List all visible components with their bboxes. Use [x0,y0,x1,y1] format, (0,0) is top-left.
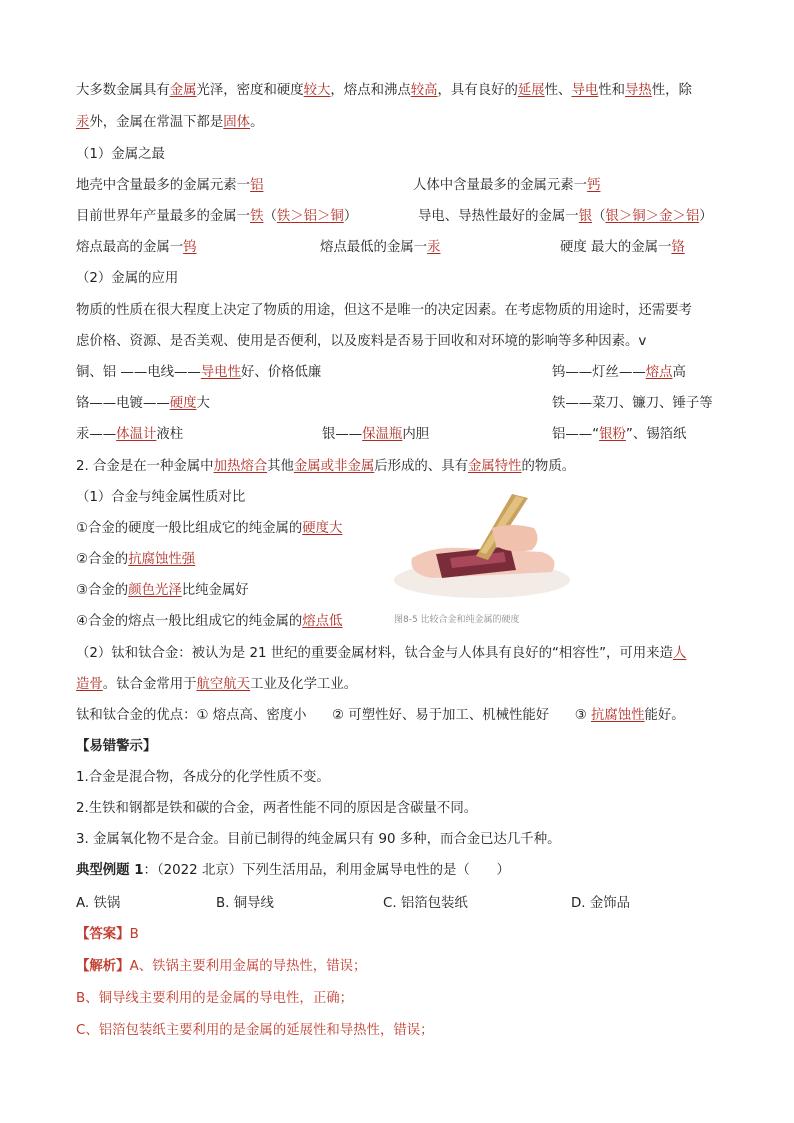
explanation-label: 【解析】 [76,959,130,974]
blank: 铝 [303,209,318,224]
text: 铜、铝 ——电线—— [76,365,201,380]
blank: 铝 [250,178,264,193]
blank: 汞 [427,240,441,255]
blank: 铜 [632,209,646,224]
text: ②合金的 [76,552,129,567]
warning-2: 2.生铁和钢都是铁和碳的合金，两者性能不同的原因是含碳量不同。 [76,801,478,816]
use-chromium [76,395,210,413]
text: 好、价格低廉 [240,365,322,380]
explanation-line-3: C、铝箔包装纸主要利用的是金属的延展性和导热性，错误； [76,1023,434,1038]
text: 能好。 [644,708,685,723]
example-label: 典型例题 1 [76,863,144,878]
text: 汞—— [76,427,117,442]
text: 液柱 [156,427,184,442]
compare-melting [76,613,342,631]
compare-color [76,582,249,600]
blank: 较大 [303,83,331,98]
text: ：（2022 北京）下列生活用品，利用金属导电性的是（ ） [143,863,510,878]
text: ”、锡箔纸 [625,427,687,442]
blank: 熔点低 [302,614,343,629]
intro-line-1 [76,82,692,100]
blank: ＞ [645,209,660,224]
text: 性和 [598,83,626,98]
blank: 银 [578,209,593,224]
section-title-alloy-compare: （1）合金与纯金属性质对比 [76,490,246,505]
blank: 银 [605,209,619,224]
explanation-line-2: B、铜导线主要利用的是金属的导电性，正确； [76,991,353,1006]
intro-line-2 [76,114,263,132]
blank: 导电 [571,83,599,98]
text: 导电、导热性最好的金属一 [418,209,579,224]
alloy-definition [76,458,575,476]
compare-hardness [76,520,342,538]
blank: 导电性 [200,365,241,380]
text: 其他 [267,459,294,474]
text: 银—— [322,427,363,442]
text: 地壳中含量最多的金属元素一 [76,178,251,193]
option-d: D. 金饰品 [571,896,630,911]
titanium-advantages [76,707,685,725]
blank: ＞ [317,209,331,224]
text: 2. 合金是在一种金属中 [76,459,214,474]
most-melting-high [76,239,197,257]
figure-caption: 图8-5 比较合金和纯金属的硬度 [394,615,520,625]
use-aluminum [552,426,686,444]
text: 。钛合金常用于 [102,677,197,692]
application-para-2: 虑价格、资源、是否美观、使用是否便利，以及废料是否易于回收和对环境的影响等多种因素。v [76,334,647,349]
text: （ [263,209,277,224]
alloy-hardness-figure [392,488,578,600]
text: 比纯金属好 [181,583,249,598]
answer-label: 【答案】 [76,927,130,942]
text: ） [343,209,358,224]
answer-value: B [129,927,139,942]
text: 人体中含量最多的金属元素一 [413,178,588,193]
option-b: B. 铜导线 [216,896,274,911]
blank: 铬 [671,240,685,255]
blank: 铜 [330,209,344,224]
use-tungsten [552,364,686,382]
answer-line [76,926,139,944]
blank: 铁 [276,209,291,224]
hand-fingers [492,525,538,551]
text: 钛和钛合金的优点：① 熔点高、密度小 ② 可塑性好、易于加工、机械性能好 ③ [76,708,591,723]
text: ） [699,209,713,224]
most-conductive [418,208,713,226]
blank: 汞 [76,115,90,130]
text: 硬度 最大的金属一 [560,240,672,255]
text: ，熔点和沸点 [330,83,411,98]
text: 性、 [544,83,572,98]
blank: 钨 [183,240,197,255]
blank: 银粉 [599,427,626,442]
blank: 体温计 [116,427,157,442]
text: 熔点最低的金属一 [320,240,428,255]
blank: 造骨 [76,677,103,692]
use-copper-aluminum [76,364,321,382]
warning-title: 【易错警示】 [76,739,157,754]
blank: 硬度 [169,396,197,411]
most-production [76,208,357,226]
explanation-line-1 [76,958,366,976]
use-mercury [76,426,183,444]
section-title-metal-use: （2）金属的应用 [76,271,179,286]
text: 后形成的、具有 [374,459,468,474]
blank: ＞ [290,209,304,224]
option-c: C. 铝箔包装纸 [383,896,468,911]
blank: 铁 [250,209,264,224]
blank: 硬度大 [302,521,343,536]
use-iron: 铁——菜刀、镰刀、锤子等 [552,396,713,411]
titanium-line-1 [76,645,686,663]
most-body [413,177,600,195]
blank: ＞ [672,209,686,224]
blank: 固体 [223,115,251,130]
blank: 航空航天 [196,677,251,692]
example-question [76,862,510,880]
text: （2）钛和钛合金：被认为是 21 世纪的重要金属材料，钛合金与人体具有良好的“相容性”，可用来造 [76,646,673,661]
blank: 金属或非金属 [293,459,375,474]
text: 。 [250,115,264,130]
blank: 钙 [587,178,601,193]
blank: 较高 [410,83,438,98]
warning-1: 1.合金是混合物，各成分的化学性质不变。 [76,770,330,785]
text: 大多数金属具有 [76,83,170,98]
blank: 颜色光泽 [128,583,182,598]
blank: 抗腐蚀性 [590,708,645,723]
text: ④合金的熔点一般比组成它的纯金属的 [76,614,303,629]
text: 大 [196,396,210,411]
text: 高 [672,365,686,380]
use-silver [322,426,429,444]
text: 光泽，密度和硬度 [196,83,304,98]
blank: 人 [672,646,687,661]
text: 钨——灯丝—— [552,365,646,380]
blank: ＞ [618,209,633,224]
blank: 加热熔合 [213,459,268,474]
text: 铝——“ [552,427,600,442]
text: 铬——电镀—— [76,396,170,411]
blank: 导热 [625,83,652,98]
text: ③合金的 [76,583,129,598]
blank: 铝 [685,209,700,224]
text: A、铁锅主要利用金属的导热性，错误； [129,959,367,974]
blank: 金属特性 [467,459,522,474]
text: ①合金的硬度一般比组成它的纯金属的 [76,521,303,536]
most-melting-low [320,239,441,257]
compare-corrosion [76,551,195,569]
blank: 金属 [169,83,197,98]
titanium-line-2 [76,676,357,694]
section-title-metal-most: （1）金属之最 [76,147,165,162]
text: 目前世界年产量最多的金属一 [76,209,251,224]
blank: 抗腐蚀性强 [128,552,196,567]
text: 熔点最高的金属一 [76,240,184,255]
text: 外，金属在常温下都是 [89,115,224,130]
most-hardness [560,239,685,257]
blank: 熔点 [645,365,673,380]
blank: 保温瓶 [362,427,403,442]
text: 工业及化学工业。 [250,677,358,692]
option-a: A. 铁锅 [76,896,121,911]
application-para-1: 物质的性质在很大程度上决定了物质的用途，但这不是唯一的决定因素。在考虑物质的用途时，还需要考 [76,303,692,318]
warning-3: 3. 金属氧化物不是合金。目前已制得的纯金属只有 90 多种，而合金已达几千种。 [76,832,561,847]
text: （ [592,209,606,224]
text: 内胆 [402,427,430,442]
text: 性，除 [651,83,692,98]
text: ，具有良好的 [437,83,518,98]
most-crust [76,177,263,195]
text: 的物质。 [521,459,576,474]
blank: 延展 [517,83,545,98]
blank: 金 [659,209,673,224]
